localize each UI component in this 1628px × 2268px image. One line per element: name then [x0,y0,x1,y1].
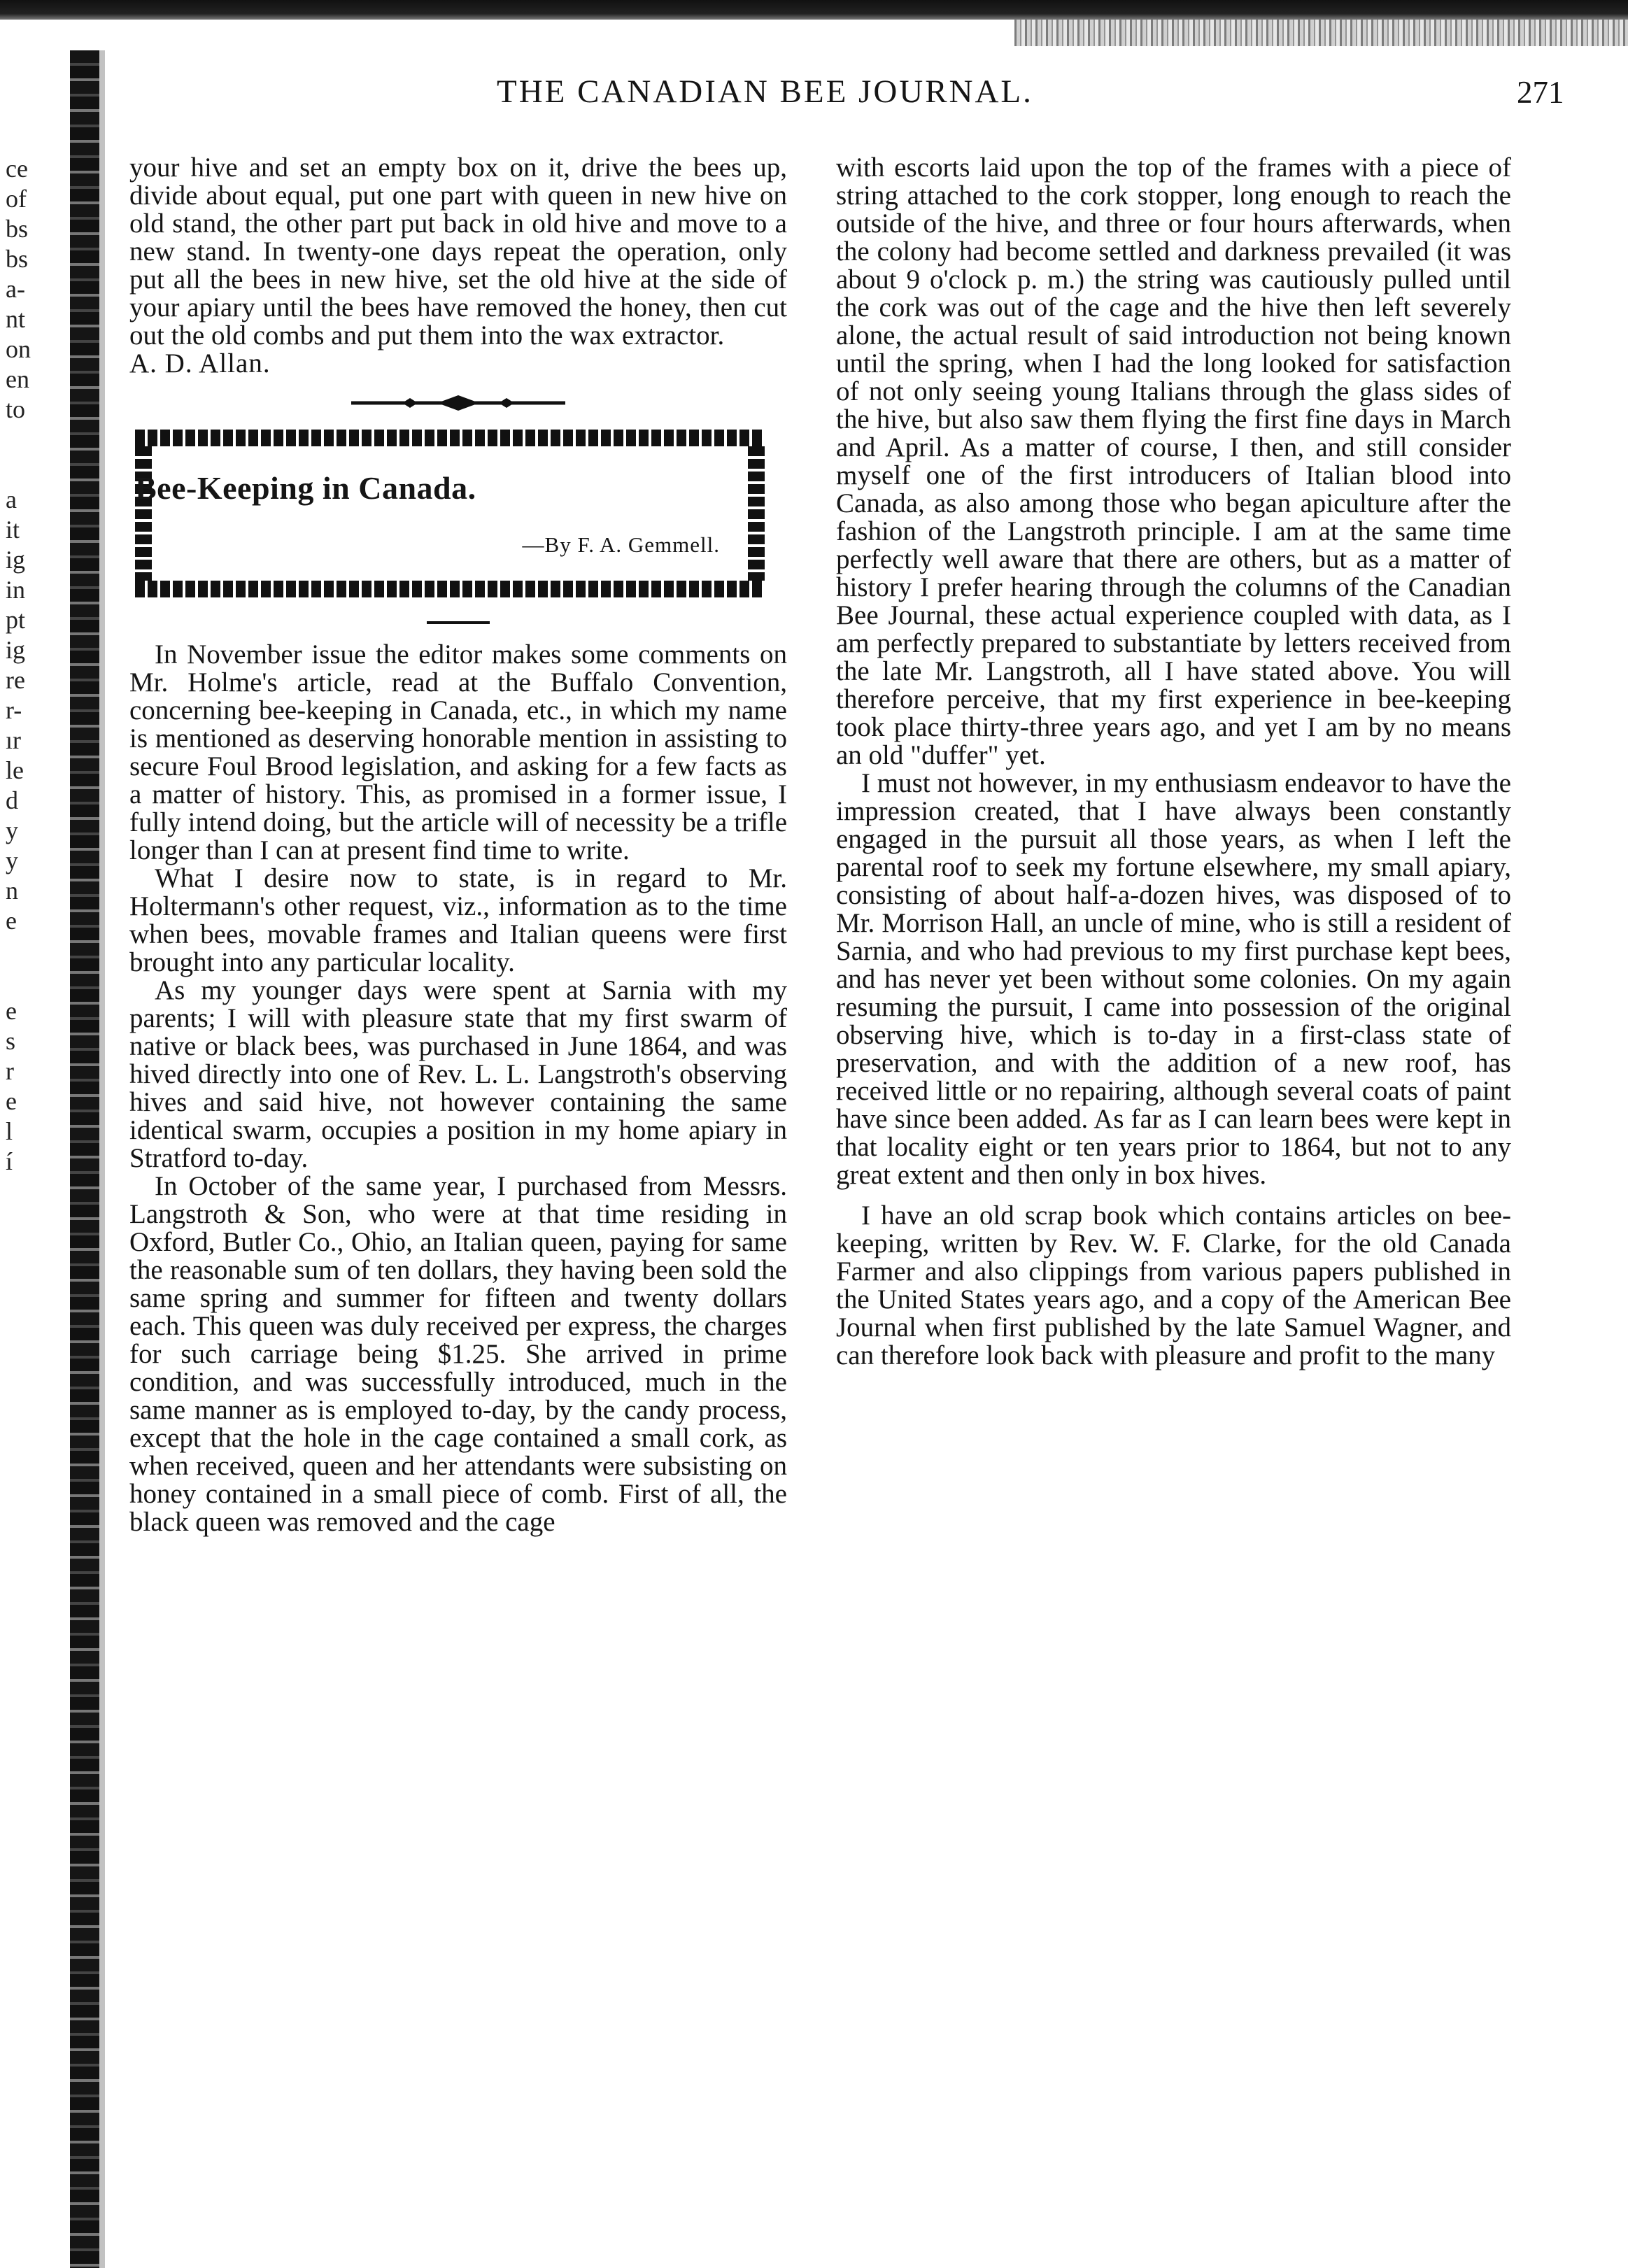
margin-fragment: a [6,486,17,513]
article-byline: —By F. A. Gemmell. [522,532,720,557]
scan-noise [1014,20,1628,46]
margin-gap [6,966,62,996]
margin-fragment: e [6,997,17,1025]
page-header [0,73,1628,122]
article-paragraph: What I desire now to state, is in regard to Mr. Holtermann's other request, viz., information as to the time when bees, movable frames and Italian queens were first brought into any particular locality. [129,863,787,977]
margin-fragment: ig [6,546,26,574]
margin-fragment: r [6,1057,14,1085]
margin-fragment: nt [6,305,26,333]
margin-fragment: ce [6,155,28,183]
margin-fragment: of [6,185,27,213]
binding-spine [70,50,99,2268]
margin-fragment: ır [6,726,21,754]
margin-fragment: le [6,756,24,784]
margin-fragment: bs [6,245,29,273]
article-paragraph: with escorts laid upon the top of the frames with a piece of string attached to the cork stopper, long enough to reach the outside of the hive, and three or four hours afterwards, when the colony had become settled and darkness prevailed (it was about 9 o'clock p. m.) the string was cautiously pulled until the cork was out of the cage and the hive then left severely alone, the actual result of said introduction not being known until the spring, when I had the long looked for satisfaction of not only seeing young Italians through the glass sides of the hive, but also saw them flying the first fine days in March and April. As a matter of course, I then, and still consider myself one of the first introducers of Italian blood into Canada, as also among those who began apiculture after the fashion of the Langstroth principle. I am at the same time perfectly well aware that there are others, but as a matter of history I prefer hearing through the columns of the Canadian Bee Journal, these actual experience coupled with data, as I am perfectly prepared to substantiate by letters received from the late Mr. Langstroth, all I have stated above. You will therefore perceive, that my first experience in bee-keeping took place thirty-three years ago, and yet I am by no means an old "duffer" yet. [836,153,1511,770]
margin-fragment: d [6,786,18,814]
article-paragraph: In October of the same year, I purchased from Messrs. Langstroth & Son, who were at that time residing in Oxford, Butler Co., Ohio, an Italian queen, paying for same the reasonable sum of ten dollars, they having been sold the same spring and summer for fifteen and twenty dollars each. This queen was duly received per express, the charges for such carriage being $1.25. She arrived in prime condition, and was successfully introduced, much in the same manner as is employed to-day, by the candy process, except that the hole in the cage contained a small cork, as when received, queen and her attendants were subsisting on honey contained in a small piece of comb. First of all, the black queen was removed and the cage [129,1171,787,1537]
margin-gap [6,936,62,966]
right-column [836,154,1511,1370]
article-paragraph: As my younger days were spent at Sarnia with my parents; I will with pleasure state that my first swarm of native or black bees, was purchased in June 1864, and was hived directly into one of Rev. L. L. Langstroth's observing hives and said hive, not however containing the same identical swarm, occupies a position in my home apiary in Stratford to-day. [129,975,787,1173]
margin-fragment: y [6,846,18,874]
margin-fragment: e [6,1087,17,1115]
short-rule [427,621,490,624]
article-paragraph: In November issue the editor makes some comments on Mr. Holme's article, read at the Buffalo Convention, concerning bee-keeping in Canada, etc., in which my name is mentioned as deserving honorable mention in assisting to secure Foul Brood legislation, and asking for a few facts as a matter of history. This, as promised in a former issue, I fully intend doing, but the article will of necessity be a trifle longer than I can at present find time to write. [129,639,787,865]
margin-fragment: e [6,907,17,935]
margin-fragment: í [6,1147,13,1175]
margin-fragment: en [6,365,29,393]
margin-fragment: n [6,877,18,905]
margin-fragment: in [6,576,26,604]
left-column [129,154,787,1536]
ornamental-rule-icon [343,392,574,413]
page-number: 271 [1517,75,1564,110]
margin-fragment: r- [6,696,22,724]
margin-fragment: to [6,395,26,423]
margin-fragment: on [6,335,31,363]
margin-gap [6,455,62,485]
margin-gap [6,425,62,455]
dark-scan-edge [0,0,1628,20]
margin-fragment: a- [6,275,25,303]
ornamental-rule [129,386,787,420]
left-margin-fragments [6,154,62,1177]
running-title: THE CANADIAN BEE JOURNAL. [497,73,1033,110]
margin-fragment: it [6,516,20,544]
article-title-box [135,430,765,597]
margin-fragment: y [6,816,18,844]
margin-fragment: bs [6,215,29,243]
margin-fragment: re [6,666,25,694]
margin-fragment: pt [6,606,26,634]
title-border-left [135,446,152,581]
article-paragraph: I have an old scrap book which contains articles on bee-keeping, written by Rev. W. F. Clarke, for the old Canada Farmer and also clippings from various papers published in the United States years ago, and a copy of the American Bee Journal when first published by the late Samuel Wagner, and can therefore look back with pleasure and profit to the many [836,1200,1511,1370]
title-border-right [748,446,765,581]
continuation-paragraph: your hive and set an empty box on it, drive the bees up, divide about equal, put one part with queen in new hive on old stand, the other part put back in old hive and move to a new stand. In twenty-one days repeat the operation, only put all the bees in new hive, set the old hive at the side of your apiary until the bees have removed the honey, then cut out the old combs and put them into the wax extractor. [129,153,787,350]
article-paragraph: I must not however, in my enthusiasm endeavor to have the impression created, that I have always been constantly engaged in the pursuit all those years, as when I left the parental roof to seek my fortune elsewhere, my small apiary, consisting of about half-a-dozen hives, was disposed of to Mr. Morrison Hall, an uncle of mine, who is still a resident of Sarnia, and who had previous to my first purchase kept bees, and has never yet been without some colonies. On my again resuming the pursuit, I came into possession of the original observing hive, which is to-day in a first-class state of preservation, and with the addition of a new roof, has received little or no repairing, although several coats of paint have since been added. As far as I can learn bees were kept in that locality eight or ten years prior to 1864, but not to any great extent and then only in box hives. [836,768,1511,1190]
margin-fragment: s [6,1027,16,1055]
article-title: Bee-Keeping in Canada. [135,470,476,506]
author-signature: A. D. Allan. [129,348,271,378]
margin-fragment: l [6,1117,13,1145]
margin-fragment: ig [6,636,26,664]
